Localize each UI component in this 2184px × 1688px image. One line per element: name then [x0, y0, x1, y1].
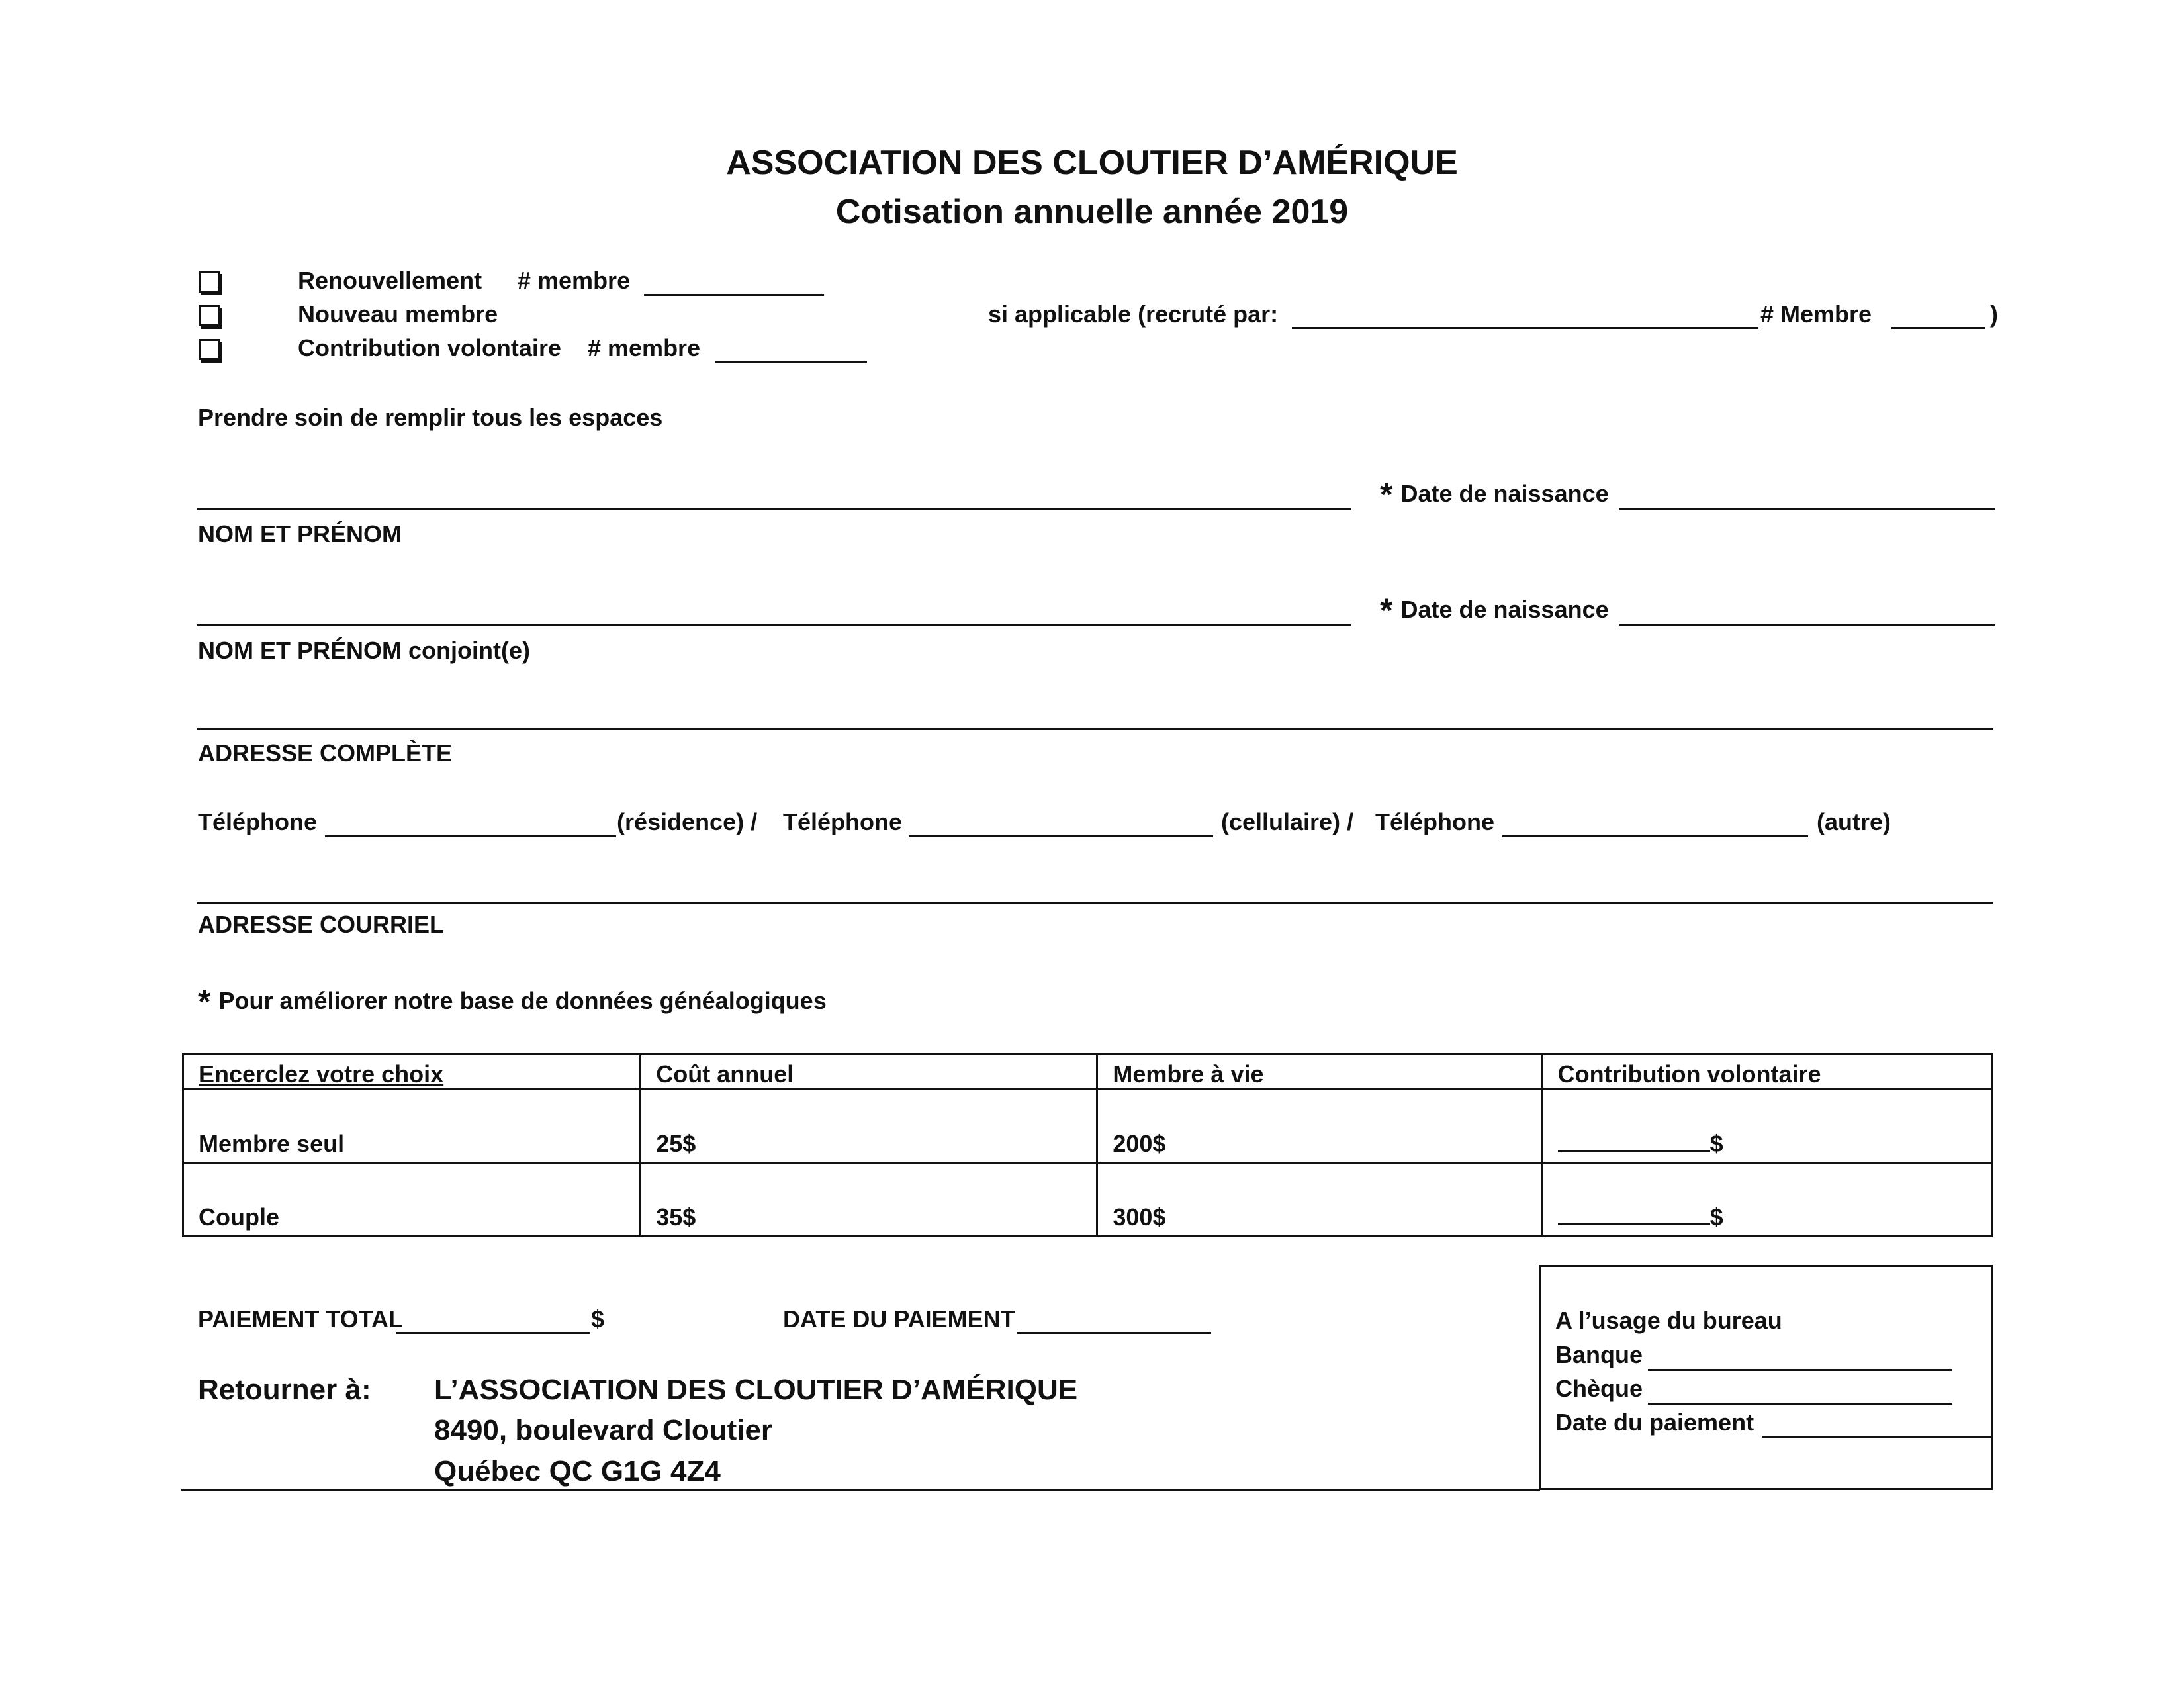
checkbox-icon[interactable]	[199, 339, 220, 360]
return-to-label: Retourner à:	[198, 1374, 371, 1406]
table-header-choice: Encerclez votre choix	[183, 1055, 641, 1090]
option-contribution[interactable]	[199, 334, 701, 362]
form-title: ASSOCIATION DES CLOUTIER D’AMÉRIQUE	[726, 144, 1458, 182]
phone-cell-suffix: (cellulaire) /	[1221, 808, 1354, 835]
office-cheque-label: Chèque	[1555, 1375, 1643, 1402]
price-lifetime[interactable]: 200$	[1097, 1090, 1542, 1163]
option-label: Contribution volontaire	[298, 334, 561, 361]
office-bank-field[interactable]	[1648, 1369, 1952, 1371]
table-header-contribution: Contribution volontaire	[1542, 1055, 1991, 1090]
address-label: ADRESSE COMPLÈTE	[198, 739, 453, 767]
phone-residence-suffix: (résidence) /	[617, 808, 758, 835]
office-use-title: A l’usage du bureau	[1555, 1307, 1782, 1334]
contribution-field[interactable]	[1558, 1149, 1710, 1152]
table-header-row	[183, 1055, 1992, 1090]
option-renouvellement[interactable]	[199, 267, 631, 295]
return-address-line2: 8490, boulevard Cloutier	[434, 1414, 773, 1446]
price-lifetime[interactable]: 300$	[1097, 1163, 1542, 1237]
recruited-by-label: si applicable (recruté par:	[988, 301, 1279, 328]
price-annual[interactable]: 35$	[641, 1163, 1097, 1237]
phone-cell-field[interactable]	[909, 835, 1213, 837]
recruiter-member-label: # Membre	[1760, 301, 1872, 328]
payment-date-field[interactable]	[1017, 1332, 1211, 1334]
recruit-close-paren: )	[1990, 301, 1998, 328]
table-header-lifetime: Membre à vie	[1097, 1055, 1542, 1090]
spouse-birth-date-field[interactable]	[1619, 624, 1995, 626]
option-single[interactable]: Membre seul	[183, 1090, 641, 1163]
name-label: NOM ET PRÉNOM	[198, 520, 402, 547]
phone-residence-label: Téléphone	[198, 808, 318, 835]
option-couple[interactable]: Couple	[183, 1163, 641, 1237]
member-number-field[interactable]	[715, 361, 867, 363]
option-nouveau-membre[interactable]	[199, 301, 498, 328]
membership-table	[182, 1053, 1993, 1237]
return-address-line3: Québec QC G1G 4Z4	[434, 1455, 721, 1487]
payment-total-label: PAIEMENT TOTAL	[198, 1305, 403, 1333]
member-number-label: # membre	[518, 267, 631, 294]
spouse-birth-date-label: * Date de naissance	[1380, 592, 1609, 629]
recruiter-member-field[interactable]	[1891, 327, 1985, 329]
contribution-cell[interactable]: $	[1542, 1090, 1991, 1163]
recruited-by-field[interactable]	[1292, 327, 1758, 329]
form-subtitle: Cotisation annuelle année 2019	[835, 193, 1349, 231]
birth-date-label: * Date de naissance	[1380, 476, 1609, 513]
table-row[interactable]	[183, 1090, 1992, 1163]
table-row[interactable]	[183, 1163, 1992, 1237]
instruction-text: Prendre soin de remplir tous les espaces	[198, 404, 663, 431]
office-cheque-field[interactable]	[1648, 1403, 1952, 1405]
checkbox-icon[interactable]	[199, 271, 220, 293]
contribution-cell[interactable]: $	[1542, 1163, 1991, 1237]
office-use-box	[1539, 1265, 1993, 1490]
bottom-divider	[181, 1489, 1540, 1491]
office-date-label: Date du paiement	[1555, 1409, 1754, 1436]
payment-total-field[interactable]	[396, 1332, 590, 1334]
genealogy-note: * Pour améliorer notre base de données généalogiques	[198, 983, 827, 1020]
email-field[interactable]	[197, 902, 1993, 904]
name-field[interactable]	[197, 508, 1351, 510]
phone-cell-label: Téléphone	[783, 808, 903, 835]
member-number-label: # membre	[588, 334, 701, 361]
address-field[interactable]	[197, 728, 1993, 730]
spouse-name-field[interactable]	[197, 624, 1351, 626]
asterisk-icon: *	[1380, 476, 1393, 513]
price-annual[interactable]: 25$	[641, 1090, 1097, 1163]
phone-other-suffix: (autre)	[1817, 808, 1891, 835]
return-address-line1: L’ASSOCIATION DES CLOUTIER D’AMÉRIQUE	[434, 1374, 1078, 1406]
phone-other-label: Téléphone	[1375, 808, 1495, 835]
asterisk-icon: *	[1380, 592, 1393, 629]
payment-date-label: DATE DU PAIEMENT	[783, 1305, 1015, 1333]
member-number-field[interactable]	[644, 293, 824, 296]
office-bank-label: Banque	[1555, 1341, 1643, 1368]
payment-total-suffix: $	[591, 1305, 605, 1333]
email-label: ADRESSE COURRIEL	[198, 911, 445, 938]
checkbox-icon[interactable]	[199, 305, 220, 326]
contribution-field[interactable]	[1558, 1223, 1710, 1225]
birth-date-field[interactable]	[1619, 508, 1995, 510]
phone-residence-field[interactable]	[325, 835, 616, 837]
option-label: Renouvellement	[298, 267, 482, 294]
phone-other-field[interactable]	[1502, 835, 1808, 837]
asterisk-icon: *	[198, 983, 211, 1020]
table-header-annual: Coût annuel	[641, 1055, 1097, 1090]
office-date-field[interactable]	[1762, 1436, 1993, 1438]
option-label: Nouveau membre	[298, 301, 498, 328]
spouse-name-label: NOM ET PRÉNOM conjoint(e)	[198, 637, 530, 664]
